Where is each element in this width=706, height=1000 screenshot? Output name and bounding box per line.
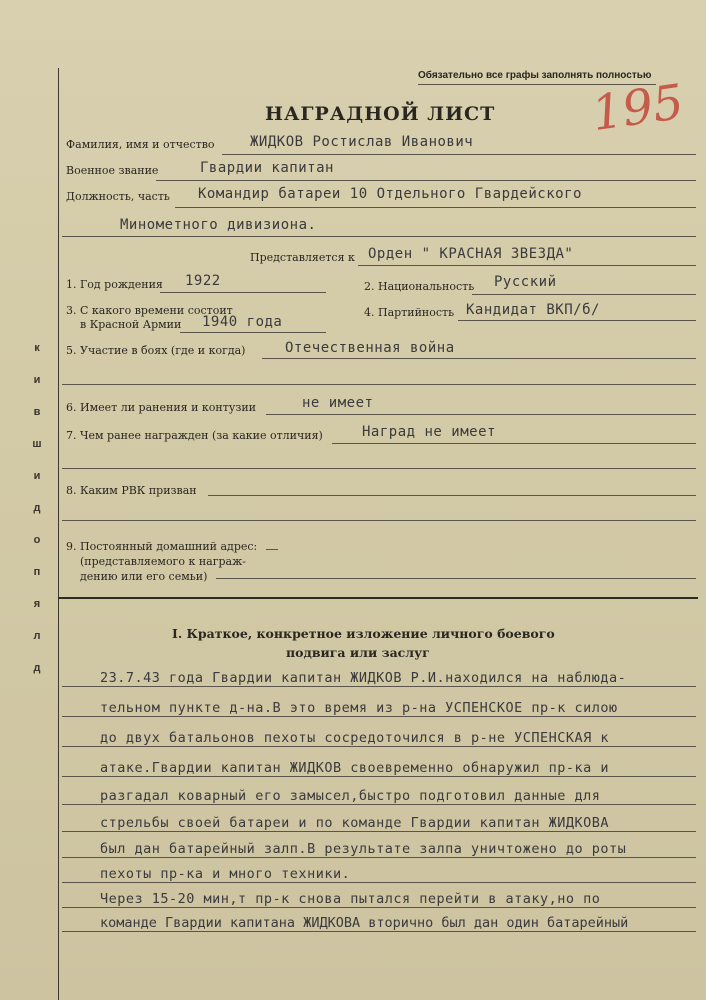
narrative-line: Через 15-20 мин,т пр-к снова пытался перейти в атаку,но по <box>100 891 601 907</box>
section-divider <box>58 597 698 599</box>
battles-label: 5. Участие в боях (где и когда) <box>66 344 246 357</box>
side-letter: д <box>33 502 41 514</box>
narrative-rule <box>62 776 696 777</box>
section-title-1: I. Краткое, конкретное изложение личного боевого <box>172 626 555 641</box>
narrative-rule <box>62 686 696 687</box>
fio-label: Фамилия, имя и отчество <box>66 138 215 151</box>
post-label: Должность, часть <box>66 190 170 203</box>
side-letter: п <box>33 566 41 578</box>
handwritten-number: 195 <box>588 73 688 143</box>
prev-awards-value: Наград не имеет <box>362 424 496 440</box>
award-line <box>358 265 696 266</box>
side-letter: в <box>33 406 41 418</box>
address-dash <box>266 549 278 550</box>
fill-all-fields-note: Обязательно все графы заполнять полностью <box>418 70 652 81</box>
award-value: Орден " КРАСНАЯ ЗВЕЗДА" <box>368 246 574 262</box>
side-letter: и <box>33 470 41 482</box>
address-label-3: дению или его семьи) <box>80 570 208 583</box>
narrative-line: 23.7.43 года Гвардии капитан ЖИДКОВ Р.И.находился на наблюда- <box>100 670 627 686</box>
wounds-line <box>266 414 696 415</box>
narrative-rule <box>62 831 696 832</box>
narrative-rule <box>62 882 696 883</box>
birth-year-value: 1922 <box>185 273 221 289</box>
narrative-line: до двух батальонов пехоты сосредоточился в р-не УСПЕНСКАЯ к <box>100 730 610 746</box>
party-line <box>458 320 696 321</box>
army-since-value: 1940 года <box>202 314 283 330</box>
side-letter: я <box>33 598 41 610</box>
side-letter: о <box>33 534 41 546</box>
post-value-line2: Минометного дивизиона. <box>120 217 317 233</box>
party-label: 4. Партийность <box>364 306 455 319</box>
narrative-line: пехоты пр-ка и много техники. <box>100 866 351 882</box>
side-letter: л <box>33 630 41 642</box>
rvk-label: 8. Каким РВК призван <box>66 484 197 497</box>
wounds-label: 6. Имеет ли ранения и контузии <box>66 401 256 414</box>
side-letter: к <box>34 342 40 354</box>
narrative-line: стрельбы своей батареи и по команде Гвардии капитан ЖИДКОВА <box>100 815 610 831</box>
prev-awards-label: 7. Чем ранее награжден (за какие отличия) <box>66 429 323 442</box>
narrative-rule <box>62 857 696 858</box>
page-title: НАГРАДНОЙ ЛИСТ <box>265 103 496 125</box>
narrative-rule <box>62 804 696 805</box>
battles-value: Отечественная война <box>285 340 455 356</box>
prev-awards-line-2 <box>62 468 696 469</box>
rank-value: Гвардии капитан <box>200 160 334 176</box>
narrative-line: тельном пункте д-на.В это время из р-на УСПЕНСКОЕ пр-к силою <box>100 700 618 716</box>
narrative-line: атаке.Гвардии капитан ЖИДКОВ своевременно обнаружил пр-ка и <box>100 760 610 776</box>
narrative-line: был дан батарейный залп.В результате залпа уничтожено до роты <box>100 841 627 857</box>
narrative-rule <box>62 746 696 747</box>
birth-year-line <box>160 292 326 293</box>
rvk-line-1 <box>208 495 696 496</box>
side-letter: д <box>33 662 41 674</box>
battles-line-2 <box>62 384 696 385</box>
address-label-1: 9. Постоянный домашний адрес: <box>66 540 258 553</box>
battles-line-1 <box>262 358 696 359</box>
narrative-rule <box>62 931 696 932</box>
rvk-line-2 <box>62 520 696 521</box>
rank-label: Военное звание <box>66 164 159 177</box>
narrative-line: разгадал коварный его замысел,быстро подготовил данные для <box>100 788 601 804</box>
address-line-1 <box>216 578 696 579</box>
nationality-value: Русский <box>494 274 557 290</box>
fio-line <box>222 154 696 155</box>
margin-line <box>58 68 59 1000</box>
fio-value: ЖИДКОВ Ростислав Иванович <box>250 134 474 150</box>
award-label: Представляется к <box>250 251 355 264</box>
side-letter: и <box>33 374 41 386</box>
post-line-2 <box>62 236 696 237</box>
prev-awards-line-1 <box>332 443 696 444</box>
army-since-label-2: в Красной Армии <box>80 318 182 331</box>
narrative-rule <box>62 907 696 908</box>
side-letter: ш <box>32 438 42 450</box>
rank-line <box>156 180 696 181</box>
narrative-rule <box>62 716 696 717</box>
section-title-2: подвига или заслуг <box>286 645 430 660</box>
narrative-line: команде Гвардии капитана ЖИДКОВА вторично был дан один батарейный <box>100 915 629 931</box>
army-since-line <box>180 332 326 333</box>
party-value: Кандидат ВКП/б/ <box>466 302 600 318</box>
post-line-1 <box>175 207 696 208</box>
wounds-value: не имеет <box>302 395 374 411</box>
post-value-line1: Командир батареи 10 Отдельного Гвардейского <box>198 186 582 202</box>
nationality-line <box>472 294 696 295</box>
army-since-label-1: 3. С какого времени состоит <box>66 304 233 317</box>
birth-year-label: 1. Год рождения <box>66 278 163 291</box>
nationality-label: 2. Национальность <box>364 280 475 293</box>
address-label-2: (представляемого к награж- <box>80 555 246 568</box>
